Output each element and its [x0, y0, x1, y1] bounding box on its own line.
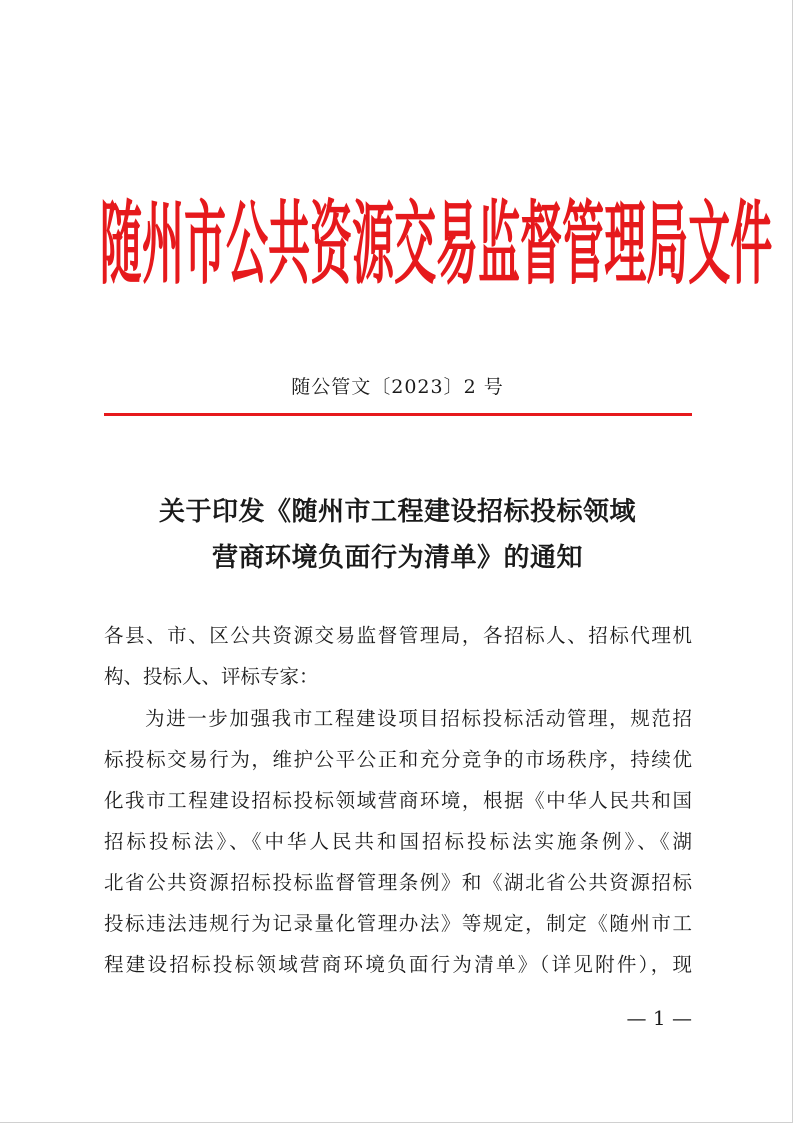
masthead-char: 随	[100, 191, 143, 297]
document-number: 随公管文〔2023〕2 号	[291, 376, 504, 398]
masthead-char: 件	[730, 191, 773, 297]
masthead-char: 督	[520, 191, 563, 297]
paragraph-line: 北省公共资源招标投标监督管理条例》和《湖北省公共资源招标	[104, 871, 692, 894]
masthead-char: 公	[226, 191, 269, 297]
masthead-char: 管	[562, 191, 605, 297]
document-title-line-1: 关于印发《随州市工程建设招标投标领域	[158, 497, 636, 527]
masthead-title	[100, 191, 773, 298]
masthead-char: 理	[604, 191, 647, 297]
paragraph-line: 为进一步加强我市工程建设项目招标投标活动管理，规范招	[145, 707, 692, 730]
paragraph-line: 标投标交易行为，维护公平公正和充分竞争的市场秩序，持续优	[104, 748, 692, 771]
paragraph-line: 程建设招标投标领域营商环境负面行为清单》（详见附件），现	[104, 953, 692, 976]
masthead-char: 州	[142, 191, 185, 297]
masthead-char: 资	[310, 191, 353, 297]
masthead-char: 文	[688, 191, 731, 297]
masthead-char: 易	[436, 191, 479, 297]
paragraph-line: 化我市工程建设招标投标领域营商环境，根据《中华人民共和国	[104, 789, 692, 812]
masthead-char: 监	[478, 191, 521, 297]
addressee-line-2: 构、投标人、评标专家：	[104, 665, 319, 688]
masthead-char: 市	[184, 191, 227, 297]
paragraph-line: 投标违法违规行为记录量化管理办法》等规定，制定《随州市工	[104, 912, 692, 935]
page-number: — 1 —	[626, 1006, 692, 1030]
red-divider-line	[104, 413, 692, 416]
masthead-char: 交	[394, 191, 437, 297]
document-title-line-2: 营商环境负面行为清单》的通知	[211, 543, 583, 573]
masthead-char: 局	[646, 191, 689, 297]
masthead-char: 源	[352, 191, 395, 297]
paragraph-line: 招标投标法》、《中华人民共和国招标投标法实施条例》、《湖	[104, 830, 692, 853]
addressee-line-1: 各县、市、区公共资源交易监督管理局，各招标人、招标代理机	[104, 624, 692, 647]
masthead-char: 共	[268, 191, 311, 297]
